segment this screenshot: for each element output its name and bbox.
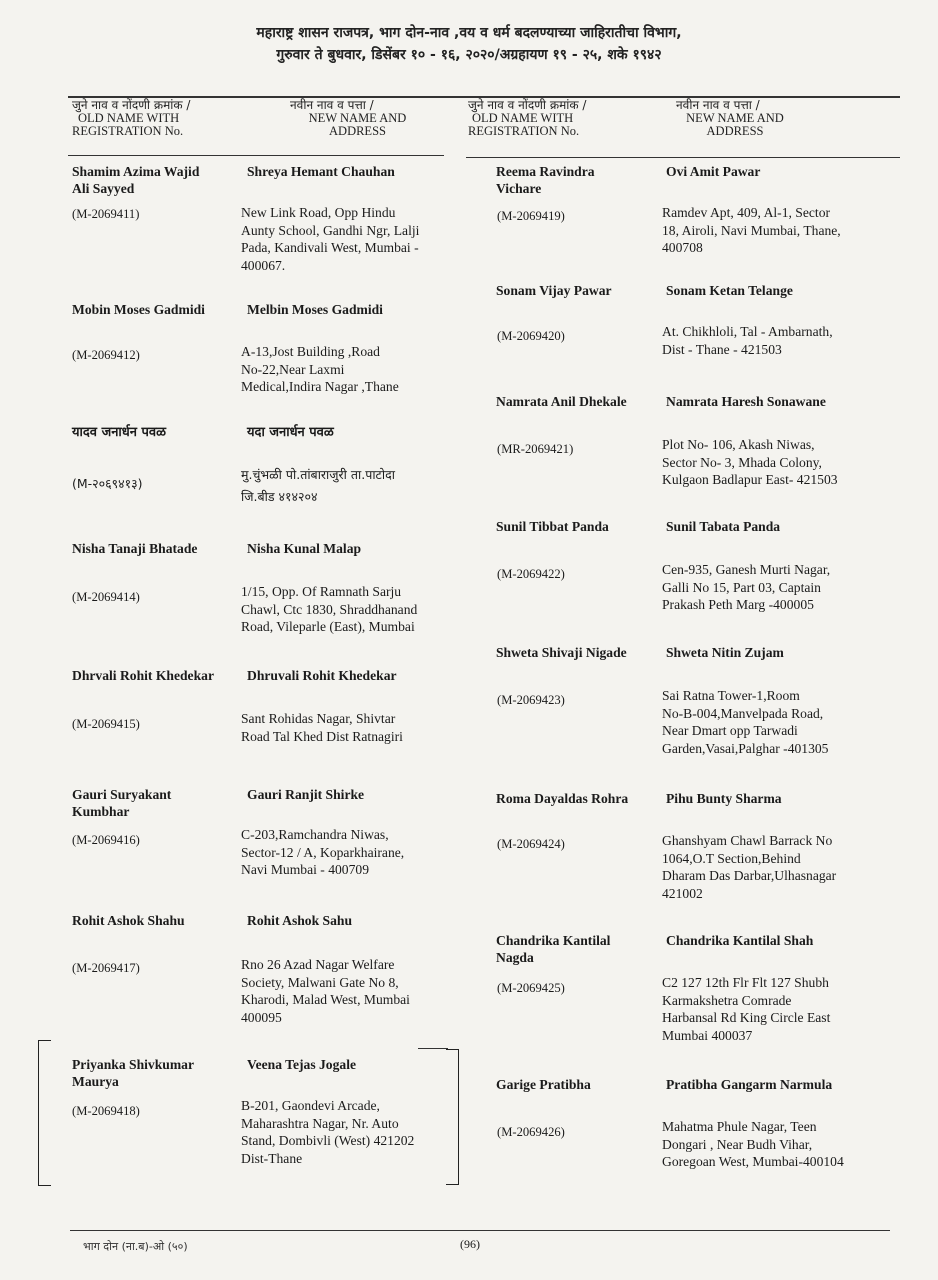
left-entry-registration-number: (M-2069417): [72, 961, 140, 975]
address-line: Sector No- 3, Mhada Colony,: [662, 454, 822, 470]
address-line: New Link Road, Opp Hindu: [241, 205, 396, 220]
header-line-2: गुरुवार ते बुधवार, डिसेंबर १० - १६, २०२०/अग्रहायण १९ - २५, शके १९४२: [276, 47, 662, 63]
left-entry-old-name: Rohit Ashok Shahu: [72, 913, 185, 928]
address-line: 1/15, Opp. Of Ramnath Sarju: [241, 584, 402, 599]
right-entry-registration-number: (M-2069422): [497, 567, 565, 581]
bracket-left: [38, 1040, 51, 1186]
right-entry-address: [662, 323, 833, 358]
address-line: Maharashtra Nagar, Nr. Auto: [241, 1115, 399, 1131]
address-line: A-13,Jost Building ,Road: [241, 344, 380, 359]
col-new-name-right: नवीन नाव व पत्ता / NEW NAME AND ADDRESS: [676, 98, 784, 138]
left-entry-old-name: Mobin Moses Gadmidi: [72, 302, 205, 317]
left-entry-old-name: यादव जनार्धन पवळ: [72, 425, 167, 440]
address-line: Dist - Thane - 421503: [662, 341, 782, 357]
right-entry-old-name: Sonam Vijay Pawar: [496, 283, 612, 298]
left-entry-registration-number: (M-2069415): [72, 717, 140, 731]
right-entry-old-name: Reema Ravindra Vichare: [496, 164, 595, 196]
address-line: Near Dmart opp Tarwadi: [662, 723, 798, 738]
address-line: 421002: [662, 885, 703, 901]
address-line: Stand, Dombivli (West) 421202: [241, 1133, 415, 1148]
left-entry-new-name: यदा जनार्धन पवळ: [247, 425, 334, 440]
address-line: Galli No 15, Part 03, Captain: [662, 579, 821, 595]
address-line: Dist-Thane: [241, 1150, 303, 1166]
left-entry-address: [241, 710, 403, 745]
right-entry-old-name: Sunil Tibbat Panda: [496, 519, 609, 534]
left-entry-address: [241, 343, 399, 396]
address-line: Sai Ratna Tower-1,Room: [662, 688, 800, 703]
address-line: Rno 26 Azad Nagar Welfare: [241, 957, 395, 972]
address-line: Medical,Indira Nagar ,Thane: [241, 379, 399, 394]
right-entry-old-name: Shweta Shivaji Nigade: [496, 645, 627, 660]
address-line: Ghanshyam Chawl Barrack No: [662, 833, 833, 848]
right-entry-new-name: Shweta Nitin Zujam: [666, 645, 784, 660]
col-old-name-right: जुने नाव व नोंदणी क्रमांक / OLD NAME WITH REGISTRATION No.: [468, 98, 587, 138]
left-entry-address: [241, 464, 395, 508]
left-entry-new-name: Nisha Kunal Malap: [247, 541, 362, 556]
address-line: Harbansal Rd King Circle East: [662, 1010, 831, 1025]
address-line: Dharam Das Darbar,Ulhasnagar: [662, 868, 837, 883]
right-entry-new-name: Pihu Bunty Sharma: [666, 791, 782, 806]
left-entry-address: [241, 583, 417, 636]
right-entry-registration-number: (M-2069420): [497, 329, 565, 343]
page-number: (96): [460, 1237, 480, 1251]
right-entry-address: [662, 1118, 844, 1171]
header-rule-right: [466, 157, 900, 158]
right-entry-registration-number: (M-2069425): [497, 981, 565, 995]
right-entry-registration-number: (M-2069426): [497, 1125, 565, 1139]
left-entry-old-name: Priyanka Shivkumar Maurya: [72, 1057, 194, 1089]
address-line: 400708: [662, 240, 703, 255]
footer-section-code: भाग दोन (ना.ब)-ओ (५०): [83, 1240, 188, 1253]
right-entry-new-name: Namrata Haresh Sonawane: [666, 394, 826, 409]
right-entry-new-name: Pratibha Gangarm Narmula: [666, 1077, 833, 1092]
address-line: Cen-935, Ganesh Murti Nagar,: [662, 562, 831, 577]
right-entry-new-name: Sunil Tabata Panda: [666, 519, 781, 534]
gazette-header: [0, 22, 938, 66]
right-entry-registration-number: (M-2069424): [497, 837, 565, 851]
col-old-name-left: जुने नाव व नोंदणी क्रमांक / OLD NAME WITH REGISTRATION No.: [72, 98, 191, 138]
right-entry-address: [662, 436, 838, 489]
left-entry-registration-number: (M-२०६९४१३): [72, 476, 143, 491]
address-line: Kharodi, Malad West, Mumbai: [241, 992, 410, 1007]
left-entry-new-name: Gauri Ranjit Shirke: [247, 787, 365, 802]
address-line: Prakash Peth Marg -400005: [662, 597, 814, 612]
right-entry-old-name: Namrata Anil Dhekale: [496, 394, 627, 409]
address-line: Karmakshetra Comrade: [662, 992, 792, 1008]
left-entry-address: [241, 956, 410, 1026]
right-entry-registration-number: (M-2069423): [497, 693, 565, 707]
address-line: Garden,Vasai,Palghar -401305: [662, 740, 829, 756]
address-line: Chawl, Ctc 1830, Shraddhanand: [241, 601, 418, 617]
left-entry-old-name: Shamim Azima Wajid Ali Sayyed: [72, 164, 200, 196]
right-entry-address: [662, 687, 828, 757]
bracket-top-stroke: [418, 1048, 448, 1049]
left-entry-new-name: Rohit Ashok Sahu: [247, 913, 353, 928]
left-entry-registration-number: (M-2069411): [72, 207, 140, 221]
left-entry-old-name: Dhrvali Rohit Khedekar: [72, 668, 214, 683]
address-line: मु.चुंभळी पो.तांबाराजुरी ता.पाटोदा: [241, 467, 395, 482]
left-entry-address: [241, 826, 404, 879]
address-line: जि.बीड ४१४२०४: [241, 489, 318, 504]
header-rule-left: [68, 155, 444, 156]
left-entry-new-name: Melbin Moses Gadmidi: [247, 302, 383, 317]
right-entry-address: [662, 832, 836, 902]
address-line: Aunty School, Gandhi Ngr, Lalji: [241, 222, 420, 238]
col-new-name-left: नवीन नाव व पत्ता / NEW NAME AND ADDRESS: [290, 98, 407, 138]
left-entry-new-name: Shreya Hemant Chauhan: [247, 164, 395, 179]
address-line: 1064,O.T Section,Behind: [662, 850, 801, 866]
address-line: Goregoan West, Mumbai-400104: [662, 1154, 844, 1169]
left-entry-registration-number: (M-2069414): [72, 590, 140, 604]
address-line: At. Chikhloli, Tal - Ambarnath,: [662, 324, 833, 339]
address-line: Mahatma Phule Nagar, Teen: [662, 1119, 817, 1134]
right-entry-new-name: Ovi Amit Pawar: [666, 164, 761, 179]
address-line: Road Tal Khed Dist Ratnagiri: [241, 728, 403, 744]
left-entry-registration-number: (M-2069418): [72, 1104, 140, 1118]
address-line: Dongari , Near Budh Vihar,: [662, 1136, 813, 1152]
left-entry-registration-number: (M-2069412): [72, 348, 140, 362]
address-line: 400067.: [241, 257, 286, 273]
left-entry-address: [241, 1097, 414, 1167]
address-line: Navi Mumbai - 400709: [241, 862, 369, 877]
footer-rule: [70, 1230, 890, 1231]
address-line: Society, Malwani Gate No 8,: [241, 974, 399, 990]
address-line: 400095: [241, 1009, 282, 1025]
right-entry-new-name: Sonam Ketan Telange: [666, 283, 793, 298]
right-entry-registration-number: (M-2069419): [497, 209, 565, 223]
right-entry-new-name: Chandrika Kantilal Shah: [666, 933, 814, 948]
right-entry-old-name: Garige Pratibha: [496, 1077, 591, 1092]
address-line: 18, Airoli, Navi Mumbai, Thane,: [662, 222, 841, 238]
address-line: Sant Rohidas Nagar, Shivtar: [241, 711, 396, 726]
right-entry-address: [662, 974, 830, 1044]
address-line: C-203,Ramchandra Niwas,: [241, 827, 389, 842]
address-line: Sector-12 / A, Koparkhairane,: [241, 844, 405, 860]
left-entry-address: [241, 204, 419, 274]
address-line: Mumbai 400037: [662, 1027, 753, 1043]
left-entry-old-name: Gauri Suryakant Kumbhar: [72, 787, 172, 819]
address-line: No-22,Near Laxmi: [241, 361, 345, 377]
left-entry-new-name: Dhruvali Rohit Khedekar: [247, 668, 397, 683]
left-entry-new-name: Veena Tejas Jogale: [247, 1057, 357, 1072]
address-line: Kulgaon Badlapur East- 421503: [662, 472, 838, 487]
right-entry-address: [662, 561, 830, 614]
bracket-right: [446, 1049, 459, 1185]
right-entry-registration-number: (MR-2069421): [497, 442, 574, 456]
left-entry-old-name: Nisha Tanaji Bhatade: [72, 541, 198, 556]
header-line-1: महाराष्ट्र शासन राजपत्र, भाग दोन-नाव ,वय व धर्म बदलण्याच्या जाहिरातीचा विभाग,: [256, 25, 682, 41]
address-line: C2 127 12th Flr Flt 127 Shubh: [662, 975, 829, 990]
right-entry-address: [662, 204, 841, 257]
right-entry-old-name: Chandrika Kantilal Nagda: [496, 933, 611, 965]
address-line: No-B-004,Manvelpada Road,: [662, 705, 824, 721]
address-line: B-201, Gaondevi Arcade,: [241, 1098, 380, 1113]
address-line: Plot No- 106, Akash Niwas,: [662, 437, 815, 452]
address-line: Pada, Kandivali West, Mumbai -: [241, 240, 419, 255]
address-line: Ramdev Apt, 409, Al-1, Sector: [662, 205, 831, 220]
left-entry-registration-number: (M-2069416): [72, 833, 140, 847]
address-line: Road, Vileparle (East), Mumbai: [241, 619, 415, 634]
right-entry-old-name: Roma Dayaldas Rohra: [496, 791, 629, 806]
